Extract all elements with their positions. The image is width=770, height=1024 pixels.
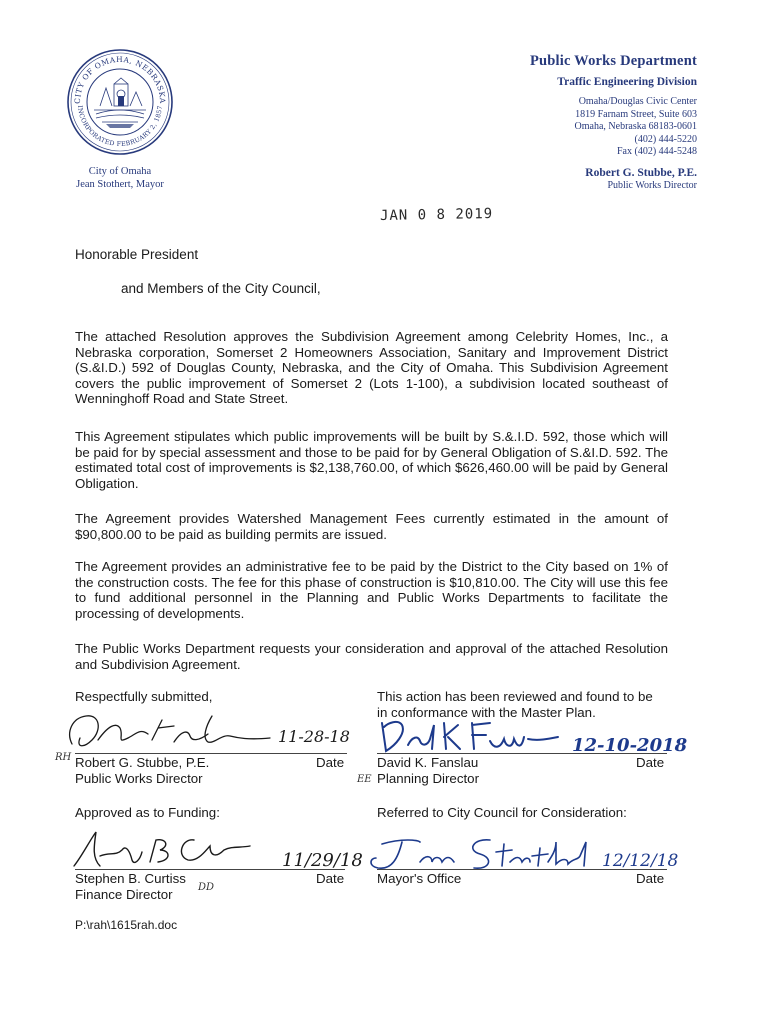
curtiss-signature bbox=[70, 826, 363, 874]
curtiss-handwritten-date: 11/29/18 bbox=[282, 850, 363, 871]
curtiss-name: Stephen B. Curtiss bbox=[75, 871, 186, 886]
curtiss-date-label: Date bbox=[316, 871, 345, 886]
body-paragraph: The Public Works Department requests your consideration and approval of the attached Resolution and Subdivision Agreement. bbox=[75, 641, 668, 672]
mayor-date-label: Date bbox=[636, 871, 665, 886]
department-header bbox=[530, 53, 697, 159]
stubbe-signature bbox=[62, 704, 350, 756]
referred-to-council: Referred to City Council for Consideration: bbox=[377, 805, 627, 820]
stubbe-date-label: Date bbox=[316, 755, 345, 770]
stubbe-title: Public Works Director bbox=[75, 771, 203, 786]
salutation-line-1: Honorable President bbox=[75, 247, 199, 262]
salutation-line-2: and Members of the City Council, bbox=[121, 281, 321, 296]
mayor-signature-line bbox=[377, 869, 667, 870]
fanslau-name: David K. Fanslau bbox=[377, 755, 479, 770]
director-block bbox=[585, 167, 697, 191]
seal-text-bottom: INCORPORATED FEBRUARY 2, 1857 bbox=[76, 105, 165, 149]
department-address bbox=[530, 96, 697, 159]
phone-line: (402) 444-5220 bbox=[634, 133, 697, 145]
fanslau-signature bbox=[372, 715, 688, 757]
director-name: Robert G. Stubbe, P.E. bbox=[585, 167, 697, 179]
city-seal-logo bbox=[66, 48, 174, 156]
address-line: 1819 Farnam Street, Suite 603 bbox=[575, 108, 697, 120]
body-paragraph: This Agreement stipulates which public improvements will be built by S.&.I.D. 592, those which will be paid for by special assessment and those to be paid for by General Obligation of S.&I.D. 592. The estimated total cost of improvements is $2,138,760.00, of which $626,460.00 will be paid by General Obligation. bbox=[75, 429, 668, 491]
curtiss-initials: DD bbox=[198, 882, 215, 893]
fanslau-signature-line bbox=[377, 753, 667, 754]
stubbe-signature-line bbox=[75, 753, 347, 754]
address-line: Omaha/Douglas Civic Center bbox=[578, 96, 697, 107]
division-name: Traffic Engineering Division bbox=[557, 76, 697, 88]
fanslau-date-label: Date bbox=[636, 755, 665, 770]
body-paragraph: The Agreement provides Watershed Management Fees currently estimated in the amount of $90,800.00 to be paid as building permits are issued. bbox=[75, 511, 668, 542]
fax-line: Fax (402) 444-5248 bbox=[617, 146, 697, 158]
department-name: Public Works Department bbox=[529, 53, 697, 69]
fanslau-handwritten-date: 12-10-2018 bbox=[572, 735, 688, 756]
mayor-name: Jean Stothert, Mayor bbox=[76, 179, 164, 190]
city-name: City of Omaha bbox=[88, 166, 152, 177]
received-date-stamp: JAN 0 8 2019 bbox=[379, 206, 494, 224]
file-path-footer: P:\rah\1615rah.doc bbox=[75, 918, 178, 932]
director-title: Public Works Director bbox=[607, 180, 697, 191]
review-statement-2: in conformance with the Master Plan. bbox=[377, 705, 596, 720]
address-line: Omaha, Nebraska 68183-0601 bbox=[574, 121, 697, 133]
approved-as-to-funding: Approved as to Funding: bbox=[75, 805, 220, 820]
fanslau-initials: EE bbox=[357, 774, 372, 785]
body-paragraph: The Agreement provides an administrative fee to be paid by the District to the City based on 1% of the construction costs. The fee for this phase of construction is $10,810.00. The City will use this fee to fund additional personnel in the Planning and Public Works Departments to facilitate the processing of developments. bbox=[75, 559, 668, 621]
body-paragraph: The attached Resolution approves the Subdivision Agreement among Celebrity Homes, Inc., a Nebraska corporation, Somerset 2 Homeowners Association, Sanitary and Improvement District (S.&I.D.) 592 of Douglas County, Nebraska, and the City of Omaha. This Subdivision Agreement covers the public improvement of Somerset 2 (Lots 1-100), a subdivision located southeast of Wenninghoff Road and State Street. bbox=[75, 329, 668, 407]
curtiss-signature-line bbox=[75, 869, 345, 870]
mayor-handwritten-date: 12/12/18 bbox=[602, 851, 679, 871]
mayor-office-label: Mayor's Office bbox=[377, 871, 462, 886]
review-statement-1: This action has been reviewed and found to be bbox=[377, 689, 653, 704]
stubbe-handwritten-date: 11-28-18 bbox=[278, 727, 350, 746]
stubbe-name: Robert G. Stubbe, P.E. bbox=[75, 755, 210, 770]
fanslau-title: Planning Director bbox=[377, 771, 479, 786]
respectfully-submitted: Respectfully submitted, bbox=[75, 689, 213, 704]
seal-text-top: CITY OF OMAHA, NEBRASKA bbox=[72, 54, 168, 104]
curtiss-title: Finance Director bbox=[75, 887, 173, 902]
city-block bbox=[40, 165, 200, 191]
stubbe-initials: RH bbox=[55, 752, 72, 763]
